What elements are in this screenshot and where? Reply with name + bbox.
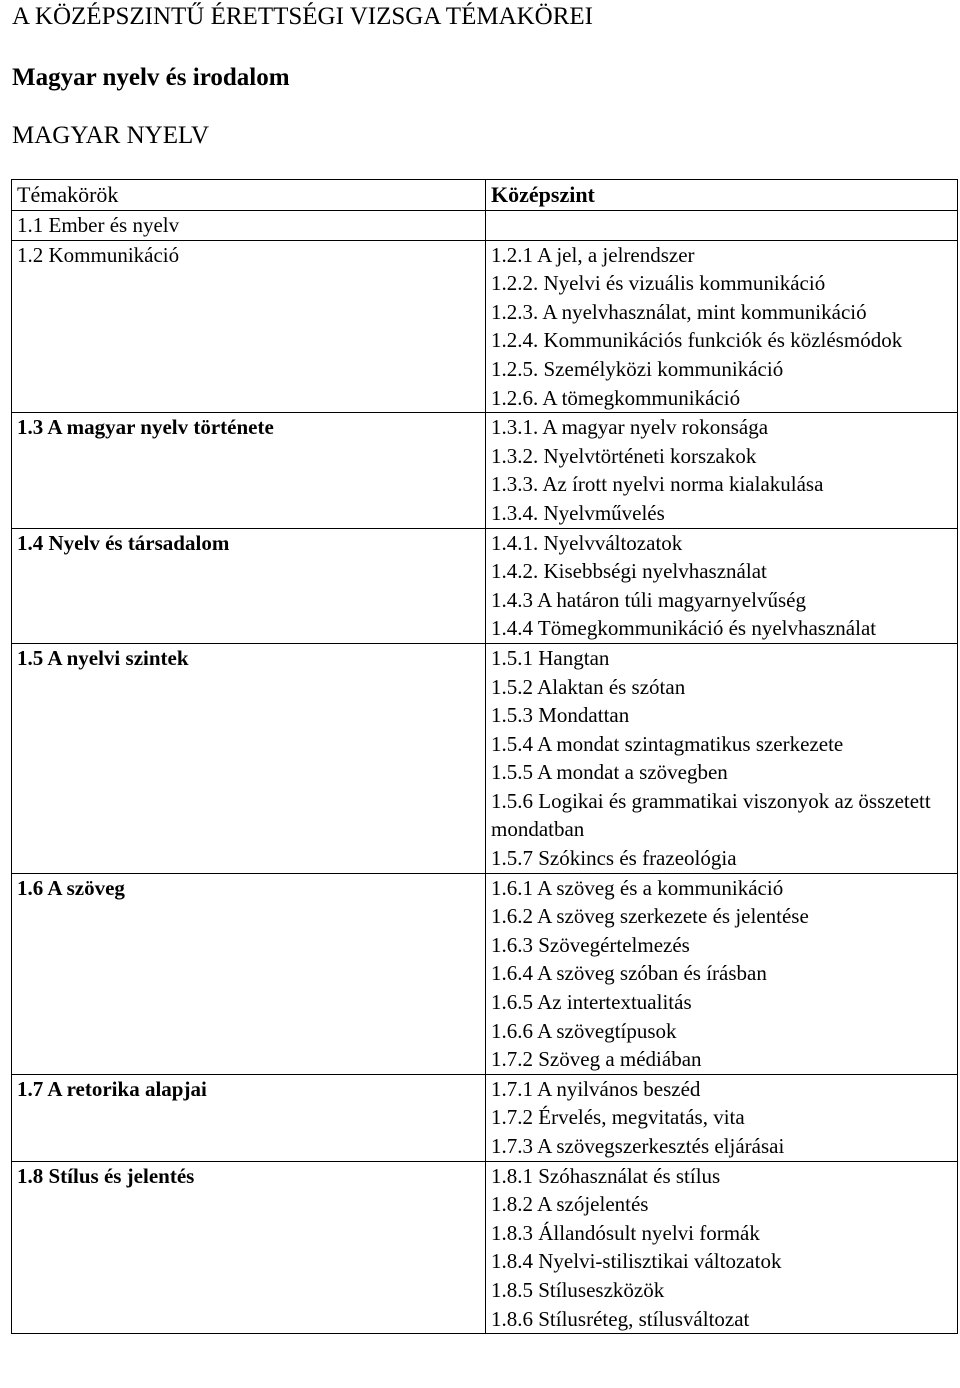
subtopic-item: 1.5.6 Logikai és grammatikai viszonyok az összetett mondatban [491, 788, 931, 842]
subtopic-item: 1.5.5 A mondat a szövegben [491, 760, 728, 785]
subtopic-item: 1.5.2 Alaktan és szótan [491, 674, 686, 699]
subtopics-cell [486, 528, 958, 643]
topic-cell: 1.7 A retorika alapjai [12, 1074, 486, 1161]
subtopic-item: 1.8.6 Stílusréteg, stílusváltozat [491, 1306, 750, 1331]
subtopics-cell [486, 873, 958, 1074]
subtopic-item: 1.7.1 A nyilvános beszéd [491, 1076, 701, 1101]
topic-cell: 1.1 Ember és nyelv [12, 211, 486, 241]
subtopic-item: 1.7.3 A szövegszerkesztés eljárásai [491, 1134, 785, 1158]
subtopic-item: 1.3.3. Az írott nyelvi norma kialakulása [491, 472, 824, 497]
section-heading: MAGYAR NYELV [12, 122, 210, 149]
subtopic-item: 1.4.4 Tömegkommunikáció és nyelvhasználat [491, 616, 877, 641]
table-row [12, 240, 958, 413]
topics-table [11, 179, 958, 1334]
table-row [12, 873, 958, 1074]
subtopic-item: 1.8.3 Állandósult nyelvi formák [491, 1220, 760, 1245]
subtopics-cell [486, 1074, 958, 1161]
subtopic-item: 1.4.3 A határon túli magyarnyelvűség [491, 587, 806, 612]
topic-cell: 1.5 A nyelvi szintek [12, 643, 486, 873]
subtopic-item: 1.8.2 A szójelentés [491, 1192, 649, 1217]
subtopic-item: 1.6.1 A szöveg és a kommunikáció [491, 875, 784, 900]
subtopic-item: 1.4.1. Nyelvváltozatok [491, 530, 683, 555]
subtopic-item: 1.5.3 Mondattan [491, 703, 630, 728]
topic-cell: 1.4 Nyelv és társadalom [12, 528, 486, 643]
table-row [12, 413, 958, 528]
topic-cell: 1.6 A szöveg [12, 873, 486, 1074]
column-header-topics: Témakörök [12, 180, 486, 211]
subtopics-cell [486, 211, 958, 241]
subtopic-item: 1.4.2. Kisebbségi nyelvhasználat [491, 559, 767, 584]
subtopic-item: 1.6.6 A szövegtípusok [491, 1018, 677, 1043]
subtopic-item: 1.2.6. A tömegkommunikáció [491, 385, 741, 410]
table-row [12, 1074, 958, 1161]
subtopic-item: 1.8.5 Stíluseszközök [491, 1277, 665, 1302]
subtopic-item: 1.8.4 Nyelvi-stilisztikai változatok [491, 1249, 782, 1274]
subtopic-item: 1.2.2. Nyelvi és vizuális kommunikáció [491, 271, 826, 296]
subtopic-item: 1.3.1. A magyar nyelv rokonsága [491, 415, 769, 440]
subtopic-item: 1.6.2 A szöveg szerkezete és jelentése [491, 904, 809, 929]
subtopic-item: 1.6.5 Az intertextualitás [491, 990, 692, 1015]
subtopic-item: 1.2.3. A nyelvhasználat, mint kommunikáció [491, 299, 867, 324]
table-row [12, 211, 958, 241]
table-row [12, 1161, 958, 1334]
table-row [12, 528, 958, 643]
subtopic-item: 1.6.4 A szöveg szóban és írásban [491, 961, 767, 986]
subtopic-item: 1.2.1 A jel, a jelrendszer [491, 242, 695, 267]
table-row [12, 643, 958, 873]
subtopic-item: 1.5.1 Hangtan [491, 645, 610, 670]
subtopic-item: 1.7.2 Érvelés, megvitatás, vita [491, 1105, 745, 1130]
subtopic-item: 1.3.2. Nyelvtörténeti korszakok [491, 443, 757, 468]
document-title: A KÖZÉPSZINTŰ ÉRETTSÉGI VIZSGA TÉMAKÖREI [12, 3, 594, 30]
table-header-row [12, 180, 958, 211]
subtopic-item: 1.2.5. Személyközi kommunikáció [491, 356, 784, 381]
subtopics-cell [486, 643, 958, 873]
subtopic-item: 1.5.4 A mondat szintagmatikus szerkezete [491, 731, 844, 756]
subject-heading: Magyar nyelv és irodalom [12, 64, 290, 91]
subtopics-cell [486, 1161, 958, 1334]
subtopics-cell [486, 240, 958, 413]
subtopics-cell [486, 413, 958, 528]
subtopic-item: 1.7.2 Szöveg a médiában [491, 1047, 702, 1072]
subtopic-item: 1.3.4. Nyelvművelés [491, 500, 665, 525]
subtopic-item: 1.6.3 Szövegértelmezés [491, 932, 690, 957]
topic-cell: 1.8 Stílus és jelentés [12, 1161, 486, 1334]
subtopic-item: 1.2.4. Kommunikációs funkciók és közlésmódok [491, 328, 903, 353]
topic-cell: 1.2 Kommunikáció [12, 240, 486, 413]
column-header-level: Középszint [486, 180, 958, 211]
subtopic-item: 1.5.7 Szókincs és frazeológia [491, 846, 737, 871]
topic-cell: 1.3 A magyar nyelv története [12, 413, 486, 528]
subtopic-item: 1.8.1 Szóhasználat és stílus [491, 1163, 721, 1188]
